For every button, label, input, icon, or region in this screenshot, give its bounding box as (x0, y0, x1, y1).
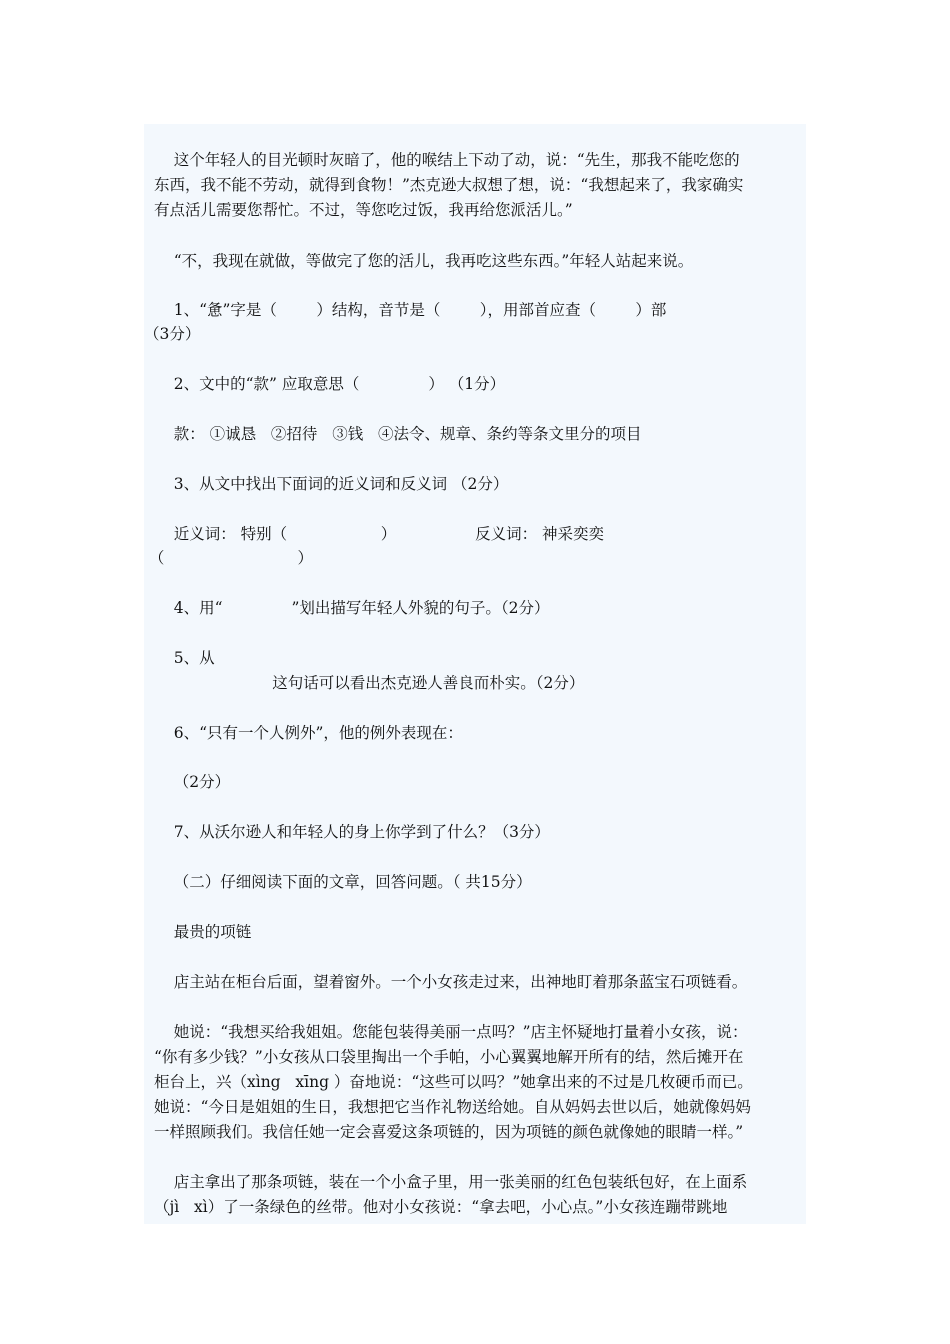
paragraph-line: 柜台上，兴（xìng xīng ）奋地说：“这些可以吗？”她拿出来的不过是几枚硬币而已。 (154, 1073, 753, 1091)
question-6-score: （2分） (154, 773, 231, 791)
paragraph-line: 店主拿出了那条项链，装在一个小盒子里，用一张美丽的红色包装纸包好，在上面系 (154, 1173, 748, 1191)
paragraph-line: “你有多少钱？”小女孩从口袋里掏出一个手帕，小心翼翼地解开所有的结，然后摊开在 (154, 1048, 744, 1066)
question-4: 4、用“ ”划出描写年轻人外貌的句子。（2分） (154, 599, 550, 617)
question-3-answer-line: （ ） (144, 549, 313, 567)
paragraph-line: 店主站在柜台后面，望着窗外。一个小女孩走过来，出神地盯着那条蓝宝石项链看。 (154, 973, 748, 991)
section-heading: （二）仔细阅读下面的文章，回答问题。（ 共15分） (154, 873, 532, 891)
paragraph-line: 一样照顾我们。我信任她一定会喜爱这条项链的，因为项链的颜色就像她的眼睛一样。” (154, 1123, 744, 1141)
paragraph-line: 这个年轻人的目光顿时灰暗了，他的喉结上下动了动，说：“先生，那我不能吃您的 (154, 151, 740, 169)
document-page (144, 124, 806, 1224)
paragraph-line: （jì xì）了一条绿色的丝带。他对小女孩说：“拿去吧，小心点。”小女孩连蹦带跳地 (154, 1198, 728, 1216)
question-3-answer-line: 近义词： 特别（ ） 反义词： 神采奕奕 (154, 525, 605, 543)
question-6: 6、“只有一个人例外”，他的例外表现在： (154, 724, 463, 742)
paragraph-line: “不，我现在就做，等做完了您的活儿，我再吃这些东西。”年轻人站起来说。 (154, 252, 694, 270)
paragraph-line: 她说：“我想买给我姐姐。您能包装得美丽一点吗？”店主怀疑地打量着小女孩，说： (154, 1023, 748, 1041)
article-title: 最贵的项链 (154, 923, 252, 941)
question-7: 7、从沃尔逊人和年轻人的身上你学到了什么？（3分） (154, 823, 550, 841)
paragraph-line: 东西，我不能不劳动，就得到食物！”杰克逊大叔想了想，说：“我想起来了，我家确实 (154, 176, 744, 194)
question-5: 5、从 (154, 649, 215, 667)
paragraph-line: 有点活儿需要您帮忙。不过，等您吃过饭，我再给您派活儿。” (154, 201, 573, 219)
question-5-continued: 这句话可以看出杰克逊人善良而朴实。（2分） (154, 674, 585, 692)
question-1-score: （3分） (144, 325, 201, 343)
paragraph-line: 她说：“今日是姐姐的生日，我想把它当作礼物送给她。自从妈妈去世以后，她就像妈妈 (154, 1098, 751, 1116)
question-1: 1、“惫”字是（ ）结构，音节是（ ），用部首应查（ ）部 (154, 301, 667, 319)
question-2-options: 款： ①诚恳 ②招待 ③钱 ④法令、规章、条约等条文里分的项目 (154, 425, 642, 443)
question-2: 2、文中的“款” 应取意思（ ） （1分） (154, 375, 506, 393)
question-3: 3、从文中找出下面词的近义词和反义词 （2分） (154, 475, 509, 493)
